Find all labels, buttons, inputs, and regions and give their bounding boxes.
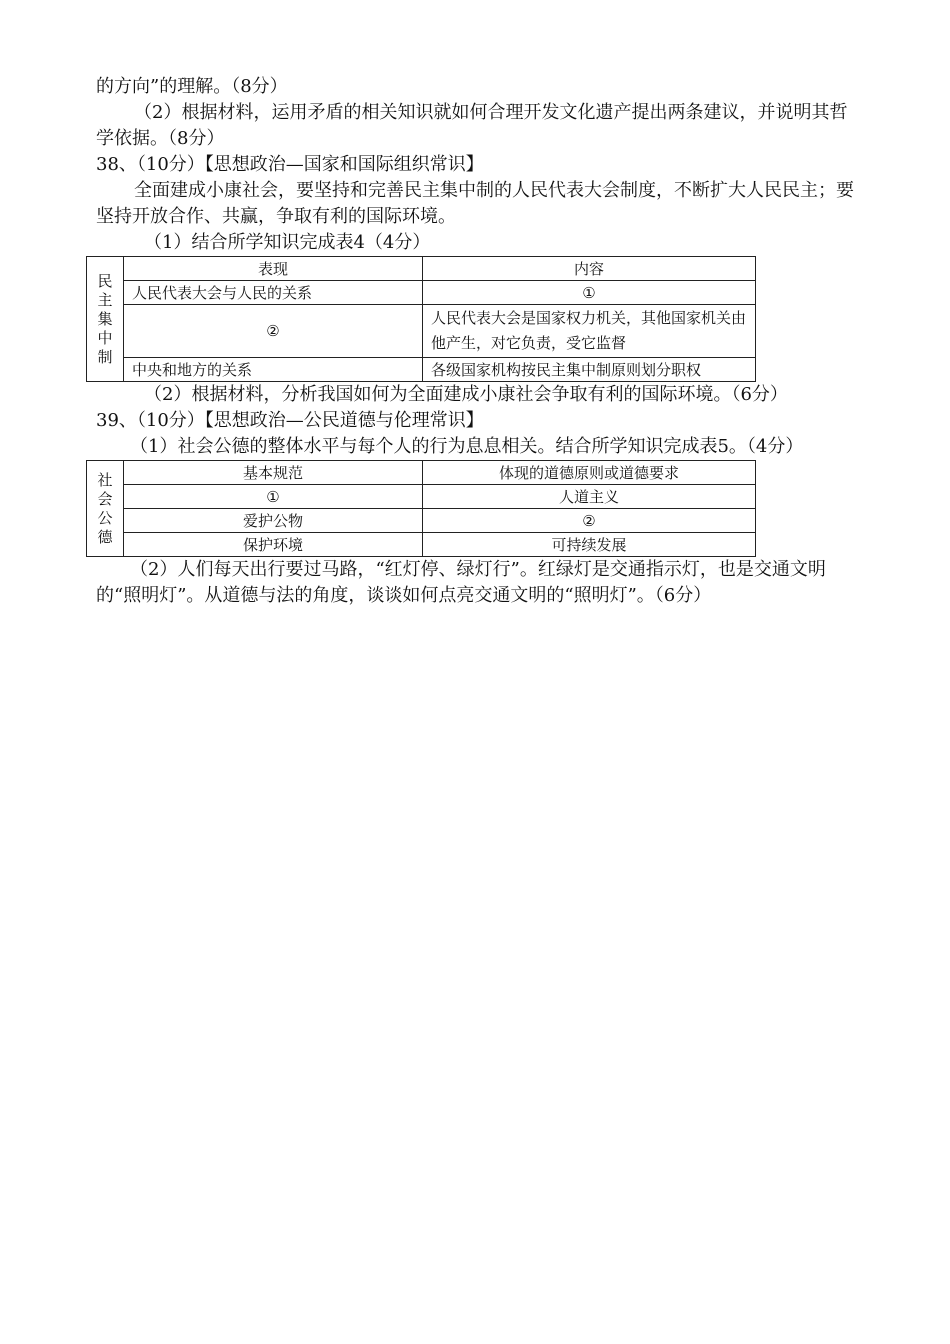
table5-r2-c1: 爱护公物 xyxy=(124,509,423,533)
table4-r3-c2: 各级国家机构按民主集中制原则划分职权 xyxy=(423,358,756,382)
table5-r1-c1: ① xyxy=(124,485,423,509)
table5-side-label-cell xyxy=(87,461,124,557)
q39-part2: （2）人们每天出行要过马路，“红灯停、绿灯行”。红绿灯是交通指示灯，也是交通文明的“照明灯”。从道德与法的角度，谈谈如何点亮交通文明的“照明灯”。（6分） xyxy=(96,559,826,606)
q38-intro: 全面建成小康社会，要坚持和完善民主集中制的人民代表大会制度，不断扩大人民民主；要坚持开放合作、共赢，争取有利的国际环境。 xyxy=(96,180,854,227)
table5-r3-c2: 可持续发展 xyxy=(423,533,756,557)
table5-r1-c2: 人道主义 xyxy=(423,485,756,509)
table4-side-label: 民主集中制 xyxy=(97,271,113,366)
table-row xyxy=(87,485,756,509)
table4-r2-c1: ② xyxy=(124,305,423,358)
table4-side-label-cell xyxy=(87,257,124,382)
q37-continuation-line: 的方向”的理解。（8分） xyxy=(96,76,288,97)
table-4 xyxy=(86,256,756,382)
table-row xyxy=(87,281,756,305)
q38-heading: 38、（10分）【思想政治—国家和国际组织常识】 xyxy=(96,154,484,175)
table5-col2-header: 体现的道德原则或道德要求 xyxy=(423,461,756,485)
table4-r1-c2: ① xyxy=(423,281,756,305)
document-page xyxy=(96,74,858,609)
table4-r1-c1: 人民代表大会与人民的关系 xyxy=(124,281,423,305)
q38-part1: （1）结合所学知识完成表4（4分） xyxy=(144,232,431,253)
table4-col2-header: 内容 xyxy=(423,257,756,281)
table5-side-label: 社会公德 xyxy=(97,470,113,546)
table-row xyxy=(87,358,756,382)
table4-r2-c2: 人民代表大会是国家权力机关，其他国家机关由他产生，对它负责，受它监督 xyxy=(423,305,756,358)
table4-r3-c1: 中央和地方的关系 xyxy=(124,358,423,382)
q38-part2: （2）根据材料，分析我国如何为全面建成小康社会争取有利的国际环境。（6分） xyxy=(144,384,788,405)
table-5 xyxy=(86,460,756,557)
table-row xyxy=(87,533,756,557)
q37-part2: （2）根据材料，运用矛盾的相关知识就如何合理开发文化遗产提出两条建议，并说明其哲学依据。（8分） xyxy=(96,102,848,149)
table5-col1-header: 基本规范 xyxy=(124,461,423,485)
q39-heading: 39、（10分）【思想政治—公民道德与伦理常识】 xyxy=(96,410,484,431)
table4-col1-header: 表现 xyxy=(124,257,423,281)
table5-r3-c1: 保护环境 xyxy=(124,533,423,557)
table-row xyxy=(87,305,756,358)
q39-part1: （1）社会公德的整体水平与每个人的行为息息相关。结合所学知识完成表5。（4分） xyxy=(130,436,804,457)
table5-r2-c2: ② xyxy=(423,509,756,533)
table-row xyxy=(87,509,756,533)
